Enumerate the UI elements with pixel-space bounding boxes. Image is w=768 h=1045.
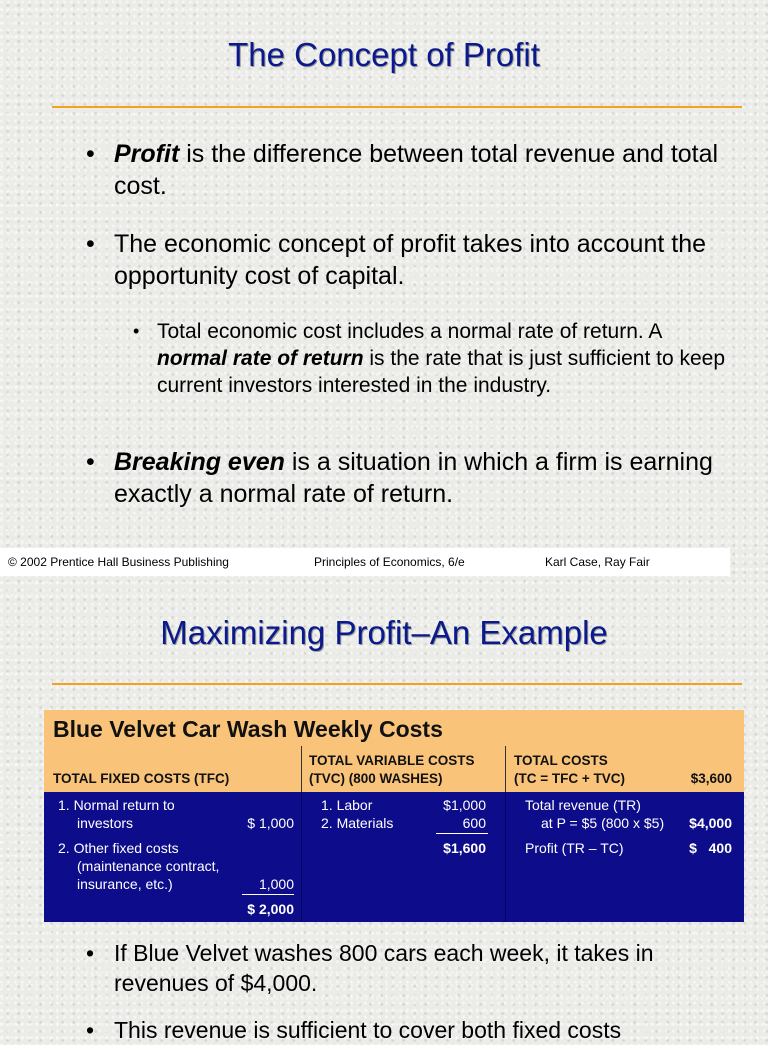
variable-sum-underline (436, 833, 488, 834)
table-header (44, 710, 744, 792)
bullet-dot: • (86, 1017, 95, 1043)
column-divider (505, 746, 506, 792)
bullet-dot: • (86, 230, 95, 258)
footer-book: Principles of Economics, 6/e (314, 555, 465, 569)
slide-title: Maximizing Profit–An Example (160, 614, 608, 651)
bullet-dot: • (86, 448, 95, 476)
profit-label: Profit (TR – TC) (525, 840, 624, 856)
bullet-text: is a situation in which a firm is earning exactly a normal rate of return. (114, 448, 713, 508)
bullet-text: is the difference between total revenue and total cost. (114, 140, 719, 200)
bullet-text: The economic concept of profit takes into account the opportunity cost of capital. (114, 230, 707, 290)
term-breaking-even: Breaking even (114, 448, 285, 476)
bullet-profit (86, 138, 734, 202)
profit-value: $ 400 (689, 840, 732, 856)
variable-total: $1,600 (443, 840, 486, 856)
term-normal-rate-of-return: normal rate of return (157, 347, 364, 370)
term-profit: Profit (114, 140, 180, 168)
header-variable-costs-l1: TOTAL VARIABLE COSTS (309, 753, 475, 768)
fixed-item2-line2: (maintenance contract, (77, 858, 220, 874)
fixed-total: $ 2,000 (247, 901, 294, 917)
variable-item1: 1. Labor (321, 797, 373, 813)
bullet-cover-costs (86, 1015, 754, 1045)
fixed-sum-underline (242, 894, 294, 895)
bullet-breaking-even (86, 446, 744, 510)
header-total-costs-value: $3,600 (690, 771, 732, 786)
slide-title: The Concept of Profit (228, 36, 540, 73)
fixed-item1-line2: investors (77, 815, 134, 831)
sub-bullet-normal-return (133, 318, 732, 399)
header-variable-costs-l2: (TVC) (800 WASHES) (309, 771, 443, 786)
table-body (44, 792, 744, 922)
bullet-revenue (86, 938, 734, 998)
fixed-item1-line1: 1. Normal return to (58, 797, 175, 813)
title-divider (52, 683, 742, 685)
fixed-item2-line1: 2. Other fixed costs (58, 840, 179, 856)
bullet-text: This revenue is sufficient to cover both fixed costs (114, 1017, 622, 1043)
total-revenue-line2: at P = $5 (800 x $5) (541, 815, 665, 831)
column-divider (505, 792, 506, 922)
bullet-dot: • (86, 940, 95, 966)
column-divider (301, 792, 302, 922)
total-revenue-line1: Total revenue (TR) (525, 797, 641, 813)
bullet-dot: • (86, 140, 95, 168)
fixed-item2-line3: insurance, etc.) (77, 876, 173, 892)
slide-maximizing-profit (0, 578, 768, 1043)
fixed-item2-value: 1,000 (258, 876, 294, 892)
column-divider (301, 746, 302, 792)
table-title: Blue Velvet Car Wash Weekly Costs (53, 716, 443, 742)
sub-bullet-text-post: is the rate that is just sufficient to keep current investors interested in the industry. (157, 347, 726, 397)
bullet-text: If Blue Velvet washes 800 cars each week, it takes in revenues of $4,000. (114, 940, 654, 996)
variable-item2: 2. Materials (321, 815, 394, 831)
footer-authors: Karl Case, Ray Fair (545, 555, 650, 569)
bullet-economic-concept (86, 228, 734, 292)
fixed-item1-value: $ 1,000 (247, 815, 294, 831)
variable-item2-value: 600 (462, 815, 486, 831)
footer-copyright: © 2002 Prentice Hall Business Publishing (8, 555, 229, 569)
header-fixed-costs: TOTAL FIXED COSTS (TFC) (53, 771, 230, 786)
cost-table (44, 710, 744, 922)
slide-footer (0, 548, 730, 576)
title-divider (52, 106, 742, 108)
total-revenue-value: $4,000 (689, 815, 732, 831)
bullet-dot: • (133, 321, 140, 341)
sub-bullet-text-pre: Total economic cost includes a normal rate of return. A (157, 320, 662, 343)
header-total-costs-l1: TOTAL COSTS (514, 753, 608, 768)
variable-item1-value: $1,000 (443, 797, 486, 813)
header-total-costs-l2: (TC = TFC + TVC) (514, 771, 625, 786)
